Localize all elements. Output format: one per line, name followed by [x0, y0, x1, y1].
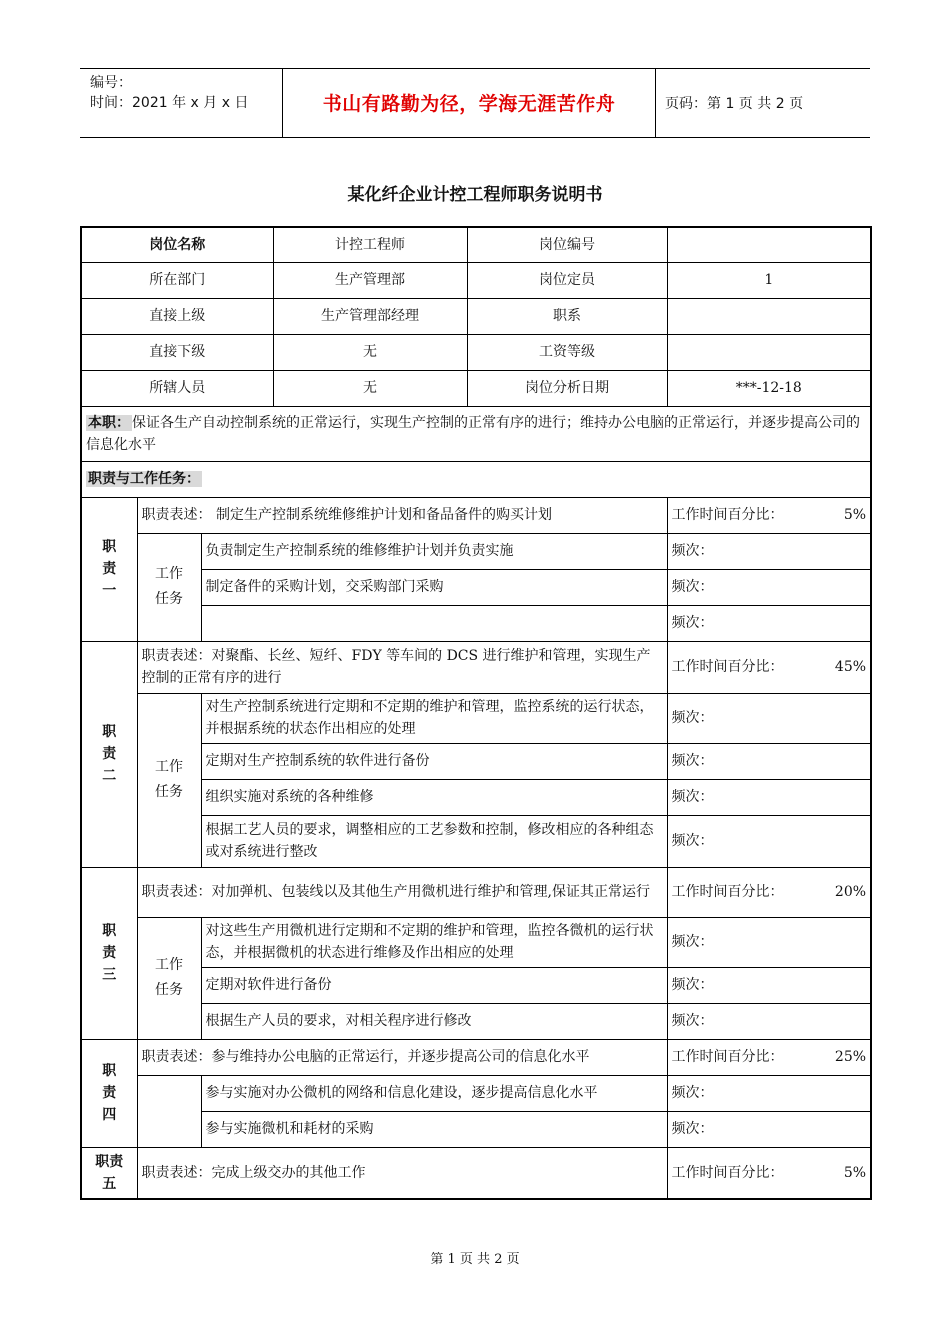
task-row [81, 533, 871, 569]
header-meta [90, 73, 248, 113]
main-duty-row [81, 406, 871, 461]
info-row [81, 227, 871, 262]
info-value: 生产管理部经理 [273, 298, 467, 334]
duty-statement: 职责表述：参与维持办公电脑的正常运行，并逐步提高公司的信息化水平 [137, 1039, 667, 1075]
work-tasks-label: 工作 任务 [137, 693, 201, 867]
task-text: 参与实施对办公微机的网络和信息化建设，逐步提高信息化水平 [201, 1075, 667, 1111]
main-duty-cell [81, 406, 871, 461]
info-label: 岗位分析日期 [467, 370, 667, 406]
info-label: 职系 [467, 298, 667, 334]
work-tasks-blank [137, 1075, 201, 1147]
info-value: 无 [273, 370, 467, 406]
task-frequency: 频次： [667, 605, 871, 641]
info-label: 所在部门 [81, 262, 273, 298]
info-row [81, 370, 871, 406]
info-value [667, 227, 871, 262]
duty-time-pct: 工作时间百分比： 20% [667, 867, 871, 917]
task-text: 对生产控制系统进行定期和不定期的维护和管理，监控系统的运行状态，并根据系统的状态作出相应的处理 [201, 693, 667, 743]
task-text: 制定备件的采购计划，交采购部门采购 [201, 569, 667, 605]
document-number: 编号： [90, 75, 132, 91]
task-text: 组织实施对系统的各种维修 [201, 779, 667, 815]
header-divider [655, 69, 656, 137]
info-row [81, 262, 871, 298]
duty-time-pct: 工作时间百分比： 25% [667, 1039, 871, 1075]
task-frequency: 频次： [667, 1003, 871, 1039]
info-label: 岗位名称 [81, 227, 273, 262]
duty-time-pct: 工作时间百分比： 5% [667, 1147, 871, 1199]
task-text: 负责制定生产控制系统的维修维护计划并负责实施 [201, 533, 667, 569]
duty-statement: 职责表述： 制定生产控制系统维修维护计划和备品备件的购买计划 [137, 497, 667, 533]
main-duty-text: 保证各生产自动控制系统的正常运行，实现生产控制的正常有序的进行；维持办公电脑的正常运行，并逐步提高公司的信息化水平 [86, 414, 860, 453]
task-frequency: 频次： [667, 917, 871, 967]
section-title-cell [81, 461, 871, 497]
document-title: 某化纤企业计控工程师职务说明书 [347, 185, 603, 205]
task-text: 定期对生产控制系统的软件进行备份 [201, 743, 667, 779]
info-label: 岗位定员 [467, 262, 667, 298]
info-row [81, 334, 871, 370]
task-frequency: 频次： [667, 693, 871, 743]
task-text: 对这些生产用微机进行定期和不定期的维护和管理，监控各微机的运行状态，并根据微机的状态进行维修及作出相应的处理 [201, 917, 667, 967]
main-duty-label: 本职： [88, 414, 130, 431]
task-text: 定期对软件进行备份 [201, 967, 667, 1003]
duty-label: 职 责 三 [81, 867, 137, 1039]
info-value [667, 334, 871, 370]
duty-statement-row [81, 641, 871, 693]
duty-statement-row [81, 1147, 871, 1199]
task-frequency: 频次： [667, 779, 871, 815]
task-frequency: 频次： [667, 743, 871, 779]
task-row [81, 693, 871, 743]
info-value [667, 298, 871, 334]
info-label: 工资等级 [467, 334, 667, 370]
duty-time-pct: 工作时间百分比： 5% [667, 497, 871, 533]
page-header [80, 68, 870, 138]
duty-statement-row [81, 867, 871, 917]
task-text: 根据生产人员的要求，对相关程序进行修改 [201, 1003, 667, 1039]
info-label: 直接下级 [81, 334, 273, 370]
page-footer: 第 1 页 共 2 页 [430, 1252, 520, 1267]
duty-statement: 职责表述：完成上级交办的其他工作 [137, 1147, 667, 1199]
task-frequency: 频次： [667, 533, 871, 569]
job-description-table [80, 226, 872, 1200]
info-value: 无 [273, 334, 467, 370]
task-frequency: 频次： [667, 1111, 871, 1147]
info-label: 所辖人员 [81, 370, 273, 406]
task-text: 根据工艺人员的要求，调整相应的工艺参数和控制，修改相应的各种组态或对系统进行整改 [201, 815, 667, 867]
work-tasks-label: 工作 任务 [137, 917, 201, 1039]
header-page-number: 页码：第 1 页 共 2 页 [665, 96, 804, 112]
info-row [81, 298, 871, 334]
task-row [81, 917, 871, 967]
info-value: 生产管理部 [273, 262, 467, 298]
document-date: 时间：2021 年 x 月 x 日 [90, 95, 249, 111]
task-frequency: 频次： [667, 1075, 871, 1111]
info-value: ***-12-18 [667, 370, 871, 406]
section-title-row [81, 461, 871, 497]
duty-statement-row [81, 497, 871, 533]
task-text [201, 605, 667, 641]
duty-label: 职 责 一 [81, 497, 137, 641]
task-frequency: 频次： [667, 569, 871, 605]
task-text: 参与实施微机和耗材的采购 [201, 1111, 667, 1147]
info-value: 1 [667, 262, 871, 298]
duty-statement: 职责表述：对聚酯、长丝、短纤、FDY 等车间的 DCS 进行维护和管理，实现生产控制的正常有序的进行 [137, 641, 667, 693]
duty-statement: 职责表述：对加弹机、包装线以及其他生产用微机进行维护和管理,保证其正常运行 [137, 867, 667, 917]
task-frequency: 频次： [667, 815, 871, 867]
header-motto: 书山有路勤为径，学海无涯苦作舟 [322, 93, 616, 115]
section-title: 职责与工作任务： [88, 471, 200, 487]
task-frequency: 频次： [667, 967, 871, 1003]
header-divider [282, 69, 283, 137]
work-tasks-label: 工作 任务 [137, 533, 201, 641]
duty-time-pct: 工作时间百分比： 45% [667, 641, 871, 693]
duty-label: 职责 五 [81, 1147, 137, 1199]
duty-statement-row [81, 1039, 871, 1075]
info-label: 岗位编号 [467, 227, 667, 262]
duty-label: 职 责 二 [81, 641, 137, 867]
info-label: 直接上级 [81, 298, 273, 334]
task-row [81, 1075, 871, 1111]
duty-label: 职 责 四 [81, 1039, 137, 1147]
info-value: 计控工程师 [273, 227, 467, 262]
